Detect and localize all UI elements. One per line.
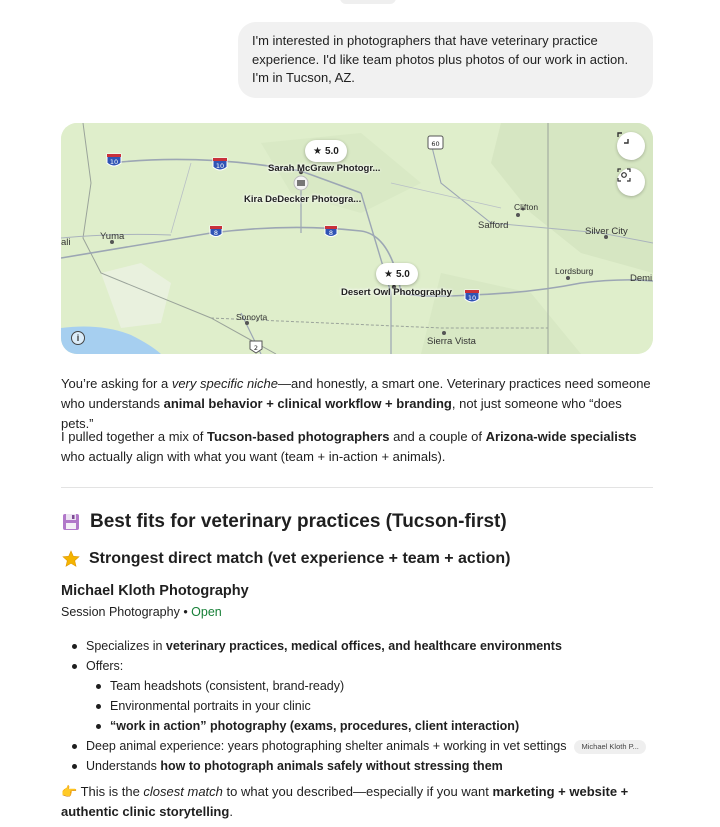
business-category: Session Photography bbox=[61, 605, 180, 619]
svg-text:8: 8 bbox=[213, 229, 219, 237]
subsection-title: Strongest direct match (vet experience + team + action) bbox=[89, 550, 511, 567]
fullscreen-button[interactable] bbox=[617, 132, 645, 160]
interstate-10-shield bbox=[465, 290, 479, 302]
svg-text:60: 60 bbox=[431, 140, 440, 148]
interstate-10-shield bbox=[107, 154, 121, 166]
sub-list-item: Environmental portraits in your clinic bbox=[110, 699, 311, 713]
svg-text:2: 2 bbox=[253, 344, 259, 352]
map-business-label[interactable]: Sarah McGraw Photogr... bbox=[268, 163, 381, 174]
recenter-button[interactable] bbox=[617, 168, 645, 196]
list-item: Deep animal experience: years photographing shelter animals + working in vet settings Michael Kloth P... bbox=[86, 737, 646, 755]
floppy-disk-icon bbox=[61, 512, 81, 532]
list-item: Offers: bbox=[86, 659, 124, 673]
section-divider bbox=[61, 487, 653, 488]
map-place-sierra-vista: Sierra Vista bbox=[427, 336, 476, 347]
interstate-8-shield bbox=[210, 226, 222, 237]
pin-rating: 5.0 bbox=[324, 145, 339, 157]
star-icon: ★ bbox=[384, 268, 393, 280]
map-place-deming: Demi bbox=[630, 273, 653, 284]
map-place-safford: Safford bbox=[478, 220, 509, 231]
list-item: Specializes in veterinary practices, medical offices, and healthcare environments bbox=[86, 639, 562, 653]
business-meta bbox=[61, 605, 222, 619]
map-attribution-info-icon[interactable]: i bbox=[71, 331, 85, 345]
pointing-hand-icon: 👉 bbox=[61, 784, 78, 799]
map-canvas bbox=[61, 123, 653, 354]
map-place-yuma: Yuma bbox=[100, 231, 125, 242]
section-title: Best fits for veterinary practices (Tucson-first) bbox=[90, 511, 507, 532]
previous-message-stub bbox=[340, 0, 396, 4]
user-message-bubble: I'm interested in photographers that have veterinary practice experience. I'd like team photos plus photos of our work in action. I'm in Tucson, AZ. bbox=[238, 22, 653, 98]
map-place-lordsburg: Lordsburg bbox=[555, 266, 594, 276]
source-chip[interactable]: Michael Kloth P... bbox=[574, 740, 645, 754]
star-icon bbox=[61, 549, 81, 569]
sub-list-item: “work in action” photography (exams, procedures, client interaction) bbox=[110, 719, 520, 733]
map-place-silver-city: Silver City bbox=[585, 226, 628, 237]
business-marker-icon bbox=[294, 176, 308, 190]
map-place-sonoyta: Sonoyta bbox=[236, 312, 268, 322]
map-business-label[interactable]: Desert Owl Photography bbox=[341, 287, 452, 298]
map-place-clifton: Clifton bbox=[514, 202, 539, 212]
interstate-8-shield bbox=[325, 226, 337, 237]
intro-paragraph-1: You’re asking for a very specific niche—and honestly, a smart one. Veterinary practices need someone who understands animal behavior + clinical workflow + branding, not just someone who “does pets.” bbox=[61, 376, 651, 431]
map-pin-sarah-mcgraw[interactable] bbox=[305, 140, 347, 162]
business-name-link[interactable]: Michael Kloth Photography bbox=[61, 583, 249, 599]
star-icon: ★ bbox=[313, 145, 322, 157]
svg-text:10: 10 bbox=[215, 162, 225, 170]
section-heading bbox=[61, 511, 507, 533]
intro-paragraph-2: I pulled together a mix of Tucson-based photographers and a couple of Arizona-wide specialists who actually align with what you want (team + in-action + animals). bbox=[61, 429, 637, 464]
business-open-status: Open bbox=[191, 605, 222, 619]
map-business-label[interactable]: Kira DeDecker Photogra... bbox=[244, 194, 362, 205]
svg-text:10: 10 bbox=[467, 294, 477, 302]
svg-text:10: 10 bbox=[109, 158, 119, 166]
subsection-heading bbox=[61, 549, 510, 569]
svg-text:8: 8 bbox=[328, 229, 334, 237]
map-widget[interactable] bbox=[61, 123, 653, 354]
list-item: Understands how to photograph animals safely without stressing them bbox=[86, 759, 503, 773]
us-60-shield bbox=[428, 136, 443, 149]
map-place-ali: ali bbox=[61, 237, 71, 248]
expand-icon bbox=[617, 132, 629, 144]
pin-rating: 5.0 bbox=[395, 268, 410, 280]
map-pin-desert-owl[interactable] bbox=[376, 263, 418, 285]
locate-icon bbox=[617, 168, 631, 182]
meta-separator: • bbox=[179, 605, 192, 619]
closing-paragraph: 👉 This is the closest match to what you described—especially if you want marketing + website + authentic clinic storytelling. bbox=[61, 784, 629, 819]
sub-list-item: Team headshots (consistent, brand-ready) bbox=[110, 679, 345, 693]
interstate-10-shield bbox=[213, 158, 227, 170]
